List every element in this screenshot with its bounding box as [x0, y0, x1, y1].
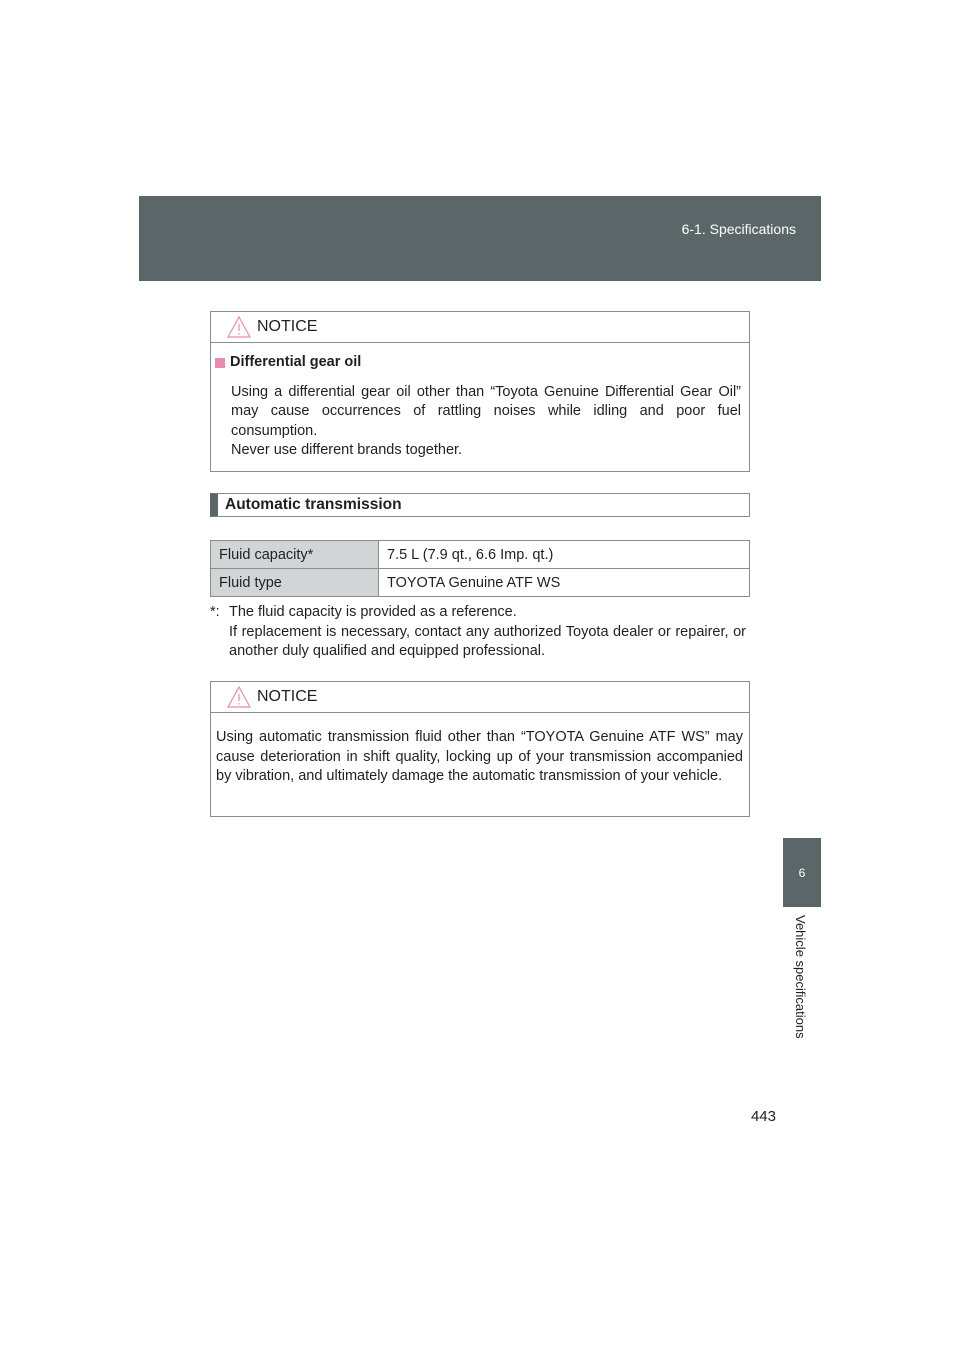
notice-item-title-text: Differential gear oil: [230, 354, 362, 370]
warning-triangle-icon: [227, 316, 251, 338]
warning-triangle-icon: [227, 686, 251, 708]
footnote-mark: *:: [210, 604, 220, 620]
section-heading: Automatic transmission: [210, 493, 750, 517]
header-bar: [139, 196, 821, 281]
page-number: 443: [750, 1108, 776, 1125]
table-row: [211, 541, 750, 569]
chapter-label: Vehicle specifications: [793, 915, 808, 1039]
spec-table: [210, 540, 750, 597]
table-row: [211, 569, 750, 597]
notice-item-text: [215, 383, 741, 461]
table-value-cell: 7.5 L (7.9 qt., 6.6 Imp. qt.): [379, 541, 750, 569]
chapter-number: 6: [798, 865, 806, 880]
footnote-line: If replacement is necessary, contact any authorized Toyota dealer or repairer, or another duly qualified and equipped professional.: [229, 623, 746, 659]
notice-item-title: [215, 353, 741, 373]
notice-title: NOTICE: [257, 318, 318, 335]
notice-title: NOTICE: [257, 688, 318, 705]
table-label-cell: Fluid type: [211, 569, 379, 597]
notice-box-differential: [210, 311, 750, 472]
notice-line: Never use different brands together.: [231, 442, 463, 458]
table-label-cell: Fluid capacity*: [211, 541, 379, 569]
notice-body: Using automatic transmission fluid other than “TOYOTA Genuine ATF WS” may cause deterioration in shift quality, locking up of your transmission accompanied by vibration, and ultimately damage the automatic transmission of your vehicle.: [216, 729, 743, 784]
notice-header: [211, 682, 749, 713]
section-title: 6-1. Specifications: [681, 221, 796, 237]
pink-square-bullet-icon: [215, 358, 225, 368]
notice-header: [211, 312, 749, 343]
notice-box-atf: [210, 681, 750, 817]
chapter-tab: [783, 838, 821, 907]
notice-body: [211, 343, 749, 461]
notice-line: Using a differential gear oil other than “Toyota Genuine Differential Gear Oil” may cause occurrences of rattling noises while idling and poor fuel consumption.: [231, 383, 741, 439]
footnote-line: The fluid capacity is provided as a reference.: [229, 604, 517, 620]
footnote: [210, 603, 746, 662]
table-value-cell: TOYOTA Genuine ATF WS: [379, 569, 750, 597]
